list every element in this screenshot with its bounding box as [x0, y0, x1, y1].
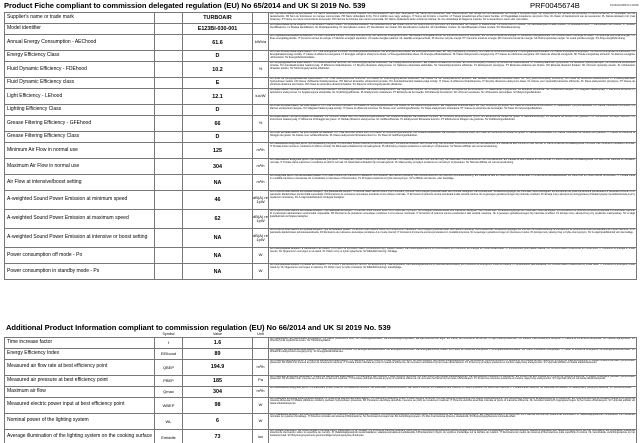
parameter-value: 61.6	[183, 35, 253, 51]
table-row	[5, 78, 637, 89]
parameter-unit: Pa	[253, 375, 269, 386]
parameter-unit: kWh/a	[253, 35, 269, 51]
parameter-unit	[253, 105, 269, 116]
parameter-translations: BG Консумирана мощност в режим на готовност. CS Příkon v pohotovostním režimu. DA Effektforbrug i standbytilstand. DE Leistungsaufnahme im Bereitschaftszustand. ES Consumo de energía en modo de espera. FI Virrankulutus valmiustilassa. FR Consommation d'électricité en mode veille. IT Consumo di energia in modo stand-by. NL Opgenomen vermogen in stand-by. PL Pobór mocy w trybie czuwania. SV Effektförbrukning i standbyläge.	[269, 264, 637, 280]
parameter-symbol	[155, 229, 183, 248]
parameter-unit: dB(A) re 1pW	[253, 229, 269, 248]
parameter-value: 304	[183, 159, 253, 175]
parameter-translations: BG Максимален въздушен дебит. CS Maximální průtok vzduchu. DA Maksimal luftstrøm. DE Maximaler Luftvolumenstrom. EE Suurim õhuvool. ES Caudal de aire máximo. FI Suurin ilmavirta. FR Débit d'air maximal. IT Portata d'aria massima. NL Maximaal luchtdebiet. PL Maksymalny przepływ powietrza. SV Största luftflöde.	[269, 386, 637, 397]
parameter-unit	[253, 51, 269, 62]
parameter-value: 1.6	[183, 337, 253, 348]
parameter-name: Lighting Efficiency Class	[5, 105, 155, 116]
parameter-symbol	[155, 191, 183, 210]
parameter-symbol: Qmax	[155, 386, 183, 397]
parameter-translations: BG Годишна консумация на енергия. CS Roční spotřeba energie. DA Årligt energiforbrug. DE Jährlicher Energieverbrauch. EE Aastane energiatarbimine. EL Ετήσια κατανάλωση ενέργειας. ES Consumo anual de energía. FI Vuotuinen energiankulutus. FR Consommation d'énergie annuelle. HR Godišnja potrošnja energije. HU Éves energiafogyasztás. IT Consumo annuo di energia. LT Metinės energijos sąnaudos. LV Gada enerģijas patēriņš. NL Jaarlijks energieverbruik. PL Roczne zużycie energii. PT Consumo anual de energia. RO Consumul anual de energie. SK Ročná spotreba energie. SL Letna poraba energije. SV Årlig energiförbrukning.	[269, 35, 637, 51]
table-row	[5, 337, 637, 348]
parameter-name: Power consumption in standby mode - Ps	[5, 264, 155, 280]
parameter-symbol: f	[155, 337, 183, 348]
parameter-unit: dB(A) re 1pW	[253, 210, 269, 229]
parameter-symbol	[155, 35, 183, 51]
parameter-unit	[253, 13, 269, 24]
parameter-unit	[253, 24, 269, 35]
parameter-name: Model identifier	[5, 24, 155, 35]
parameter-symbol	[155, 13, 183, 24]
parameter-value: NA	[183, 248, 253, 264]
parameter-unit: m³/h	[253, 143, 269, 159]
parameter-unit: W	[253, 248, 269, 264]
parameter-unit: lux/W	[253, 89, 269, 105]
product-fiche-page	[2, 0, 638, 443]
value-column-header: Value	[213, 332, 222, 337]
parameter-symbol	[155, 248, 183, 264]
table-row	[5, 62, 637, 78]
parameter-symbol	[155, 78, 183, 89]
parameter-symbol: WBEP	[155, 397, 183, 413]
table-row	[5, 24, 637, 35]
unit-column-header: Unit	[257, 332, 264, 337]
parameter-unit	[253, 78, 269, 89]
parameter-value: D	[183, 51, 253, 62]
parameter-translations: BG А-претеглени емисии на шумова мощност при максимална скорост. CS Emise hluku vážené filtrem A při maximální rychlosti. DA A-vægtet lydeffektniveau ved maksimal hastighed. DE A-bewerteter Schallleistungspegel bei maximaler Geschwindigkeit. ES Emisiones de potencia acústica ponderada A a velocidad máxima. FI A-painotettu äänitehotaso suurimmalla nopeudella. FR Émissions de puissance acoustique pondérée A à la vitesse maximale. IT Emissioni di potenza sonora ponderata A alla velocità massima. NL A-gewogen geluidsvermogen bij maximale snelheid. PL Emisja mocy akustycznej przy prędkości maksymalnej. SV A-vägd ljudeffektnivå vid högsta hastighet.	[269, 210, 637, 229]
parameter-value: 89	[183, 348, 253, 359]
parameter-translations: BG А-претеглени емисии на шумова мощност при интензивен режим. CS Emise hluku vážené filtrem A při intenzivním nastavení. DA A-vægtet lydeffektniveau ved intensiv indstilling. DE A-bewerteter Schallleistungspegel bei Intensiv-/Schnelleinstellung. ES Emisiones de potencia acústica ponderada A en modo intensivo. FI A-painotettu äänitehotaso tehostusasetuksella. FR Émissions de puissance acoustique pondérée A en mode intensif. IT Emissioni di potenza sonora ponderata A in modalità intensiva. NL A-gewogen geluidsvermogen in intensieve modus. PL Emisja mocy akustycznej w trybie intensywnym. SV A-vägd ljudeffektnivå vid intensivläge.	[269, 229, 637, 248]
table-row	[5, 89, 637, 105]
parameter-value: E123BI-030-001	[183, 24, 253, 35]
product-code: PRF0045674B	[530, 1, 580, 10]
parameter-unit	[253, 132, 269, 143]
parameter-name: A-weighted Sound Power Emission at maximum speed	[5, 210, 155, 229]
parameter-symbol: Emiddle	[155, 429, 183, 443]
parameter-name: Power consumption off mode - Po	[5, 248, 155, 264]
parameter-unit	[253, 348, 269, 359]
parameter-name: Maximum Air Flow in normal use	[5, 159, 155, 175]
table-row	[5, 248, 637, 264]
table-row	[5, 359, 637, 375]
parameter-translations: BG Измерена входяща електрическа мощност в точката на най-висока ефективност. CS Naměřený elektrický příkon v bodě nejvyšší účinnosti. DA Målt elektrisk effektforbrug ved bedste effektivitetspunkt. DE Gemessene elektrische Eingangsleistung im Bestpunkt. ES Potencia eléctrica de entrada medida en el punto de máxima eficiencia. FI Mitattu sähköinen ottoteho parhaan hyötysuhteen pisteessä. FR Puissance électrique absorbée mesurée au point de rendement maximal. IT Potenza elettrica assorbita misurata al punto di massima efficienza. NL Gemeten elektrisch ingangsvermogen bij het beste efficiëntiepunt. SV Uppmätt eleffekt vid bästa effektivitetspunkt.	[269, 397, 637, 413]
parameter-symbol	[155, 116, 183, 132]
document-title: Product Fiche compliant to commission delegated regulation (EU) No 65/2014 and UK SI 2019 No. 539	[4, 1, 366, 10]
parameter-symbol	[155, 89, 183, 105]
table-row	[5, 397, 637, 413]
parameter-name: Minimum Air Flow in normal use	[5, 143, 155, 159]
parameter-symbol	[155, 175, 183, 191]
parameter-unit: W	[253, 413, 269, 429]
parameter-translations: BG Флуидодинамична ефективност. CS Fluidodynamická účinnost. DA Strømningsdynamisk effektivitet. DE Fluiddynamische Effizienz. EE Vedeliku dünaamiline tõhusus. EL Ρευστοδυναμική απόδοση. ES Eficiencia fluidodinámica. FI Virtausdynaaminen hyötysuhde. FR Efficacité fluidodynamique. HR Dinamička učinkovitost protoka. HU Áramlásdinamikai hatékonyság. IT Efficienza fluidodinamica. LT Skysčių dinaminis efektyvumas. LV Šķidrumu dinamiskā efektivitāte. NL Vloeistofdynamische efficiëntie. PL Efektywność przepływu. PT Eficiência dinâmica dos fluidos. RO Eficiența dinamicii fluidelor. SK Účinnosť dynamiky tekutín. SL Učinkovitost dinamike tekočin. SV Strömningsdynamisk effektivitet.	[269, 62, 637, 78]
table-row	[5, 210, 637, 229]
table-row	[5, 159, 637, 175]
parameter-name: Measured air pressure at best efficiency point	[5, 375, 155, 386]
table-row	[5, 264, 637, 280]
parameter-value: 66	[183, 116, 253, 132]
parameter-name: Measured electric power input at best efficiency point	[5, 397, 155, 413]
parameter-symbol	[155, 132, 183, 143]
parameter-value: 12.1	[183, 89, 253, 105]
parameter-translations: BG Идентификатор на модела. CS Identifikační značka modelu. DA Modelidentifikation. DE Modellkennung. EE Mudeli tunnus. EL Αναγνωριστικό μοντέλου. ES Identificador del modelo. FI Mallitunniste. FR Référence du modèle. HR Identifikacijska oznaka modela. HU Modellazonosító. IT Identificativo del modello. LT Modelio identifikatorius. LV Modeļa identifikators. NL Modelaanduiding. PL Identyfikator modelu. PT Identificador de modelo. RO Identificatorul modelului. SK Identifikátor modelu. SL Identifikacijska oznaka modela. SV Modellbeteckning.	[269, 24, 637, 35]
parameter-value: D	[183, 132, 253, 143]
parameter-translations: BG Клас на флуидодинамична ефективност. CS Třída fluidodynamické účinnosti. DA Klasse for strømningsdynamisk effektivitet. DE Klasse für die fluiddynamische Effizienz. EE Vedeliku dünaamilise tõhususe klass. EL Τάξη ρευστοδυναμικής απόδοσης. ES Clase de eficiencia fluidodinámica. FI Virtausdynaamisen hyötysuhteen luokka. FR Classe d'efficacité fluidodynamique. HR Razred dinamičke učinkovitosti protoka. HU Áramlásdinamikai hatékonysági osztály. IT Classe di efficienza fluidodinamica. LT Skysčių dinaminio efektyvumo klasė. NL Klasse voor vloeistofdynamische efficiëntie. PL Klasa efektywności przepływu. PT Classe de eficiência dinâmica dos fluidos. RO Clasa de eficiență a dinamicii fluidelor. SV Klass för strömningsdynamisk effektivitet.	[269, 78, 637, 89]
table-row	[5, 35, 637, 51]
parameter-value: 185	[183, 375, 253, 386]
table-row	[5, 13, 637, 24]
parameter-translations: BG Търговска марка на доставчика. CS Název dodavatele nebo ochranná známka. DA Leverandørens navn eller varemærke. DE Name des Lieferanten oder Warenzeichen. EE Tarnija nimi või kaubamärk. EL Όνομα ή εμπορικό σήμα του προμηθευτή. ES Nombre del proveedor o marca comercial. FI Toimittajan nimi tai tavaramerkki. FR Nom du fournisseur ou marque commerciale. HR Naziv dobavljača ili žig. HU A szállító neve vagy védjegye. IT Nome del fornitore o marchio. LT Tiekėjo pavadinimas arba prekės ženklas. LV Piegādātāja nosaukums vai preču zīme. NL Naam of handelsmerk van de leverancier. PL Nazwa dostawcy lub znak towarowy. PT Nome ou marca comercial do fornecedor. RO Numele furnizorului sau marca comercială. SK Názov dodávateľa alebo ochranná známka. SL Ime dobavitelja ali blagovna znamka. SV Leverantörens namn eller varumärke.	[269, 13, 637, 24]
parameter-value: TURBOAIR	[183, 13, 253, 24]
parameter-name: Fluid Dynamic Efficiency class	[5, 78, 155, 89]
parameter-symbol	[155, 105, 183, 116]
parameter-name: Annual Energy Consumption - AEChood	[5, 35, 155, 51]
parameter-value: 46	[183, 191, 253, 210]
parameter-value: D	[183, 105, 253, 116]
parameter-symbol	[155, 143, 183, 159]
parameter-translations: BG А-претеглени емисии на шумова мощност при минимална скорост. CS Emise hluku vážené filtrem A při minimální rychlosti. DA A-vægtet lydeffektniveau ved minimal hastighed. DE A-bewerteter Schallleistungspegel bei minimaler Geschwindigkeit. ES Emisiones de potencia acústica ponderada A a velocidad mínima. FI A-painotettu äänitehotaso pienimmällä nopeudella. FR Émissions de puissance acoustique pondérée A à la vitesse minimale. IT Emissioni di potenza sonora ponderata A alla velocità minima. NL A-gewogen geluidsvermogen bij minimale snelheid. PL Emisja mocy akustycznej skorygowanej charakterystyką częstotliwościową A przy prędkości minimalnej. SV A-vägd ljudeffektnivå vid lägsta hastighet.	[269, 191, 637, 210]
document-reference: F01810/2008 D1 09/08	[610, 3, 639, 7]
parameter-symbol	[155, 24, 183, 35]
parameter-translations: BG Измерено въздушно налягане в точката на най-висока ефективност. CS Naměřený tlak vzduchu v bodě nejvyšší účinnosti. DA Målt lufttryk ved bedste effektivitetspunkt. DE Gemessener Luftdruck im Bestpunkt. ES Presión de aire medida en el punto de máxima eficiencia. FI Mitattu ilmanpaine parhaan hyötysuhteen pisteessä. FR Pression d'air mesurée au point de rendement maximal. IT Pressione dell'aria misurata al punto di massima efficienza. NL Gemeten luchtdruk bij het beste efficiëntiepunt. PL Zmierzone ciśnienie powietrza w punkcie najwyższej efektywności. SV Uppmätt lufttryck vid bästa effektivitetspunkt.	[269, 375, 637, 386]
table-row	[5, 105, 637, 116]
table-row	[5, 386, 637, 397]
parameter-name: Average illumination of the lighting system on the cooking surface	[5, 429, 155, 443]
parameter-value: 304	[183, 386, 253, 397]
parameter-name: Supplier's name or trade mark	[5, 13, 155, 24]
parameter-translations: BG Минимален въздушен дебит при нормална употреба. CS Minimální průtok vzduchu při běžném používání. DA Minimal luftstrøm ved normal brug. DE Minimaler Luftvolumenstrom bei Normalbetrieb. ES Caudal de aire mínimo en uso normal. FI Pienin ilmavirta normaalikäytössä. FR Débit d'air minimal en utilisation normale. IT Portata d'aria minima in condizioni di utilizzo normali. NL Minimaal luchtdebiet bij normaal gebruik. PL Minimalny przepływ powietrza w normalnym użytkowaniu. SV Minsta luftflöde vid normal användning.	[269, 143, 637, 159]
parameter-value: 194.9	[183, 359, 253, 375]
additional-info-table	[4, 332, 637, 443]
parameter-value: 6	[183, 413, 253, 429]
parameter-unit: lux	[253, 429, 269, 443]
parameter-name: Measured air flow rate at best efficiency point	[5, 359, 155, 375]
parameter-unit: W	[253, 397, 269, 413]
table-row	[5, 413, 637, 429]
table-row	[5, 191, 637, 210]
product-fiche-table	[4, 12, 637, 280]
parameter-unit: m³/h	[253, 175, 269, 191]
parameter-name: A-weighted Sound Power Emission at minimum speed	[5, 191, 155, 210]
parameter-translations: BG Консумирана мощност в изключено състояние. CS Příkon ve vypnutém stavu. DA Effektforbrug i slukket tilstand. DE Leistungsaufnahme im Aus-Zustand. ES Consumo de energía en modo desactivado. FI Virrankulutus pois päältä -tilassa. FR Consommation d'électricité en mode arrêt. IT Consumo di energia in modo spento. NL Opgenomen vermogen in uit-stand. PL Pobór mocy w trybie wyłączenia. SV Effektförbrukning i frånläge.	[269, 248, 637, 264]
parameter-translations: BG Въздушен дебит при интензивен режим. CS Průtok vzduchu při intenzivním nastavení. DA Luftstrøm ved intensiv indstilling. DE Luftvolumenstrom bei Intensiv-/Schnelleinstellung. ES Caudal de aire en modo intensivo o acelerado. FI Ilmavirta tehostusasetuksella. FR Débit d'air en mode intensif ou accéléré. IT Portata d'aria in modalità intensiva o accelerata. NL Luchtdebiet in intensieve of boostmodus. PL Przepływ powietrza w trybie intensywnym. SV Luftflöde vid intensiv- eller boostläge.	[269, 175, 637, 191]
parameter-translations: BG Индекс на енергийна ефективност. CS Index energetické účinnosti. DA Energieffektivitetsindeks. DE Energieeffizienzindex. EE Energiatõhususe indeks. ES Índice de eficiencia energética. FI Energiatehokkuusindeksi. FR Indice d'efficacité énergétique. IT Indice di efficienza energetica. NL Energie-efficiëntie-index. PL Wskaźnik efektywności energetycznej. SV Energieffektivitetsindex.	[269, 348, 637, 359]
parameter-name: Energy Efficiency Class	[5, 51, 155, 62]
parameter-value: 73	[183, 429, 253, 443]
parameter-translations: BG Номинална мощност на осветителната система. CS Jmenovitý příkon osvětlovací soustavy. DA Belysningssystemets nominelle effekt. DE Nennleistung des Beleuchtungssystems. EE Valgustussüsteemi nimivõimsus. ES Potencia nominal del sistema de iluminación. FI Valaistusjärjestelmän nimellisteho. FR Puissance nominale du système d'éclairage. IT Potenza nominale del sistema di illuminazione. NL Nominaal vermogen van het verlichtingssysteem. PL Moc znamionowa systemu oświetlenia. SV Belysningssystemets nominella effekt.	[269, 413, 637, 429]
parameter-translations: BG Измерен въздушен дебит в точката на най-висока ефективност. CS Naměřený průtok vzduchu v bodě nejvyšší účinnosti. DA Målt luftstrøm ved bedste effektivitetspunkt. DE Gemessener Luftvolumenstrom im Bestpunkt. ES Caudal de aire medido en el punto de máxima eficiencia. FI Mitattu ilmavirta parhaan hyötysuhteen pisteessä. FR Débit d'air mesuré au point de rendement maximal. IT Portata d'aria misurata al punto di massima efficienza. NL Gemeten luchtdebiet bij het beste efficiëntiepunt. PL Zmierzony przepływ powietrza w punkcie najwyższej efektywności. SV Uppmätt luftflöde vid bästa effektivitetspunkt.	[269, 359, 637, 375]
table-row	[5, 429, 637, 443]
parameter-symbol	[155, 264, 183, 280]
table-row	[5, 375, 637, 386]
parameter-name: Fluid Dynamic Efficiency - FDEhood	[5, 62, 155, 78]
parameter-translations: BG Максимален въздушен дебит при нормална употреба. CS Maximální průtok vzduchu při běžném používání. DA Maksimal luftstrøm ved normal brug. DE Maximaler Luftvolumenstrom bei Normalbetrieb. ES Caudal de aire máximo en uso normal. FI Suurin ilmavirta normaalikäytössä. FR Débit d'air maximal en utilisation normale. IT Portata d'aria massima in condizioni di utilizzo normali. NL Maximaal luchtdebiet bij normaal gebruik. PL Maksymalny przepływ powietrza w normalnym użytkowaniu. SV Största luftflöde vid normal användning.	[269, 159, 637, 175]
parameter-value: E	[183, 78, 253, 89]
document-header	[4, 1, 638, 11]
parameter-translations: BG Клас на ефективност на осветлението. CS Třída účinnosti osvětlení. DA Klasse for belysningseffektivitet. DE Klasse für die Beleuchtungseffizienz. EE Valgustuse tõhususe klass. EL Τάξη απόδοσης φωτισμού. ES Clase de eficiencia de iluminación. FI Valaistuksen hyötysuhdeluokka. FR Classe d'efficacité lumineuse. HR Razred učinkovitosti rasvjete. HU Világítási hatékonysági osztály. IT Classe di efficienza luminosa. NL Klasse voor verlichtingsefficiëntie. PL Klasa efektywności oświetlenia. PT Classe de eficiência da iluminação. SV Klass för belysningseffektivitet.	[269, 105, 637, 116]
parameter-name: Air Flow at intensive/boost setting	[5, 175, 155, 191]
parameter-name: Time increase factor	[5, 337, 155, 348]
table-row	[5, 116, 637, 132]
parameter-translations: BG Коефициент на увеличение на времето. CS Faktor prodloužení doby. DA Tidsforøgelsesfaktor. DE Zeitverlängerungsfaktor. EE Aja suurenemise tegur. ES Factor de incremento de tiempo. FI Ajan pidentymiskerroin. FR Facteur d'accroissement temporel. IT Fattore di incremento temporale. NL Tijdsverhogingsfactor. PL Współczynnik wydłużenia czasu. SV Tidsökningsfaktor.	[269, 337, 637, 348]
parameter-unit: %	[253, 116, 269, 132]
parameter-value: 10.2	[183, 62, 253, 78]
parameter-translations: BG Ефективност на филтриране на мазнини. CS Účinnost filtrace tuků. DA Fedtfiltreringseffektivitet. DE Fettabscheidegrad. EE Rasvafiltri tõhusus. EL Απόδοση φιλτραρίσματος λιπών. ES Eficiencia de filtrado de grasa. FI Rasvanerotuskyky. FR Efficacité de filtration des graisses. HR Učinkovitost filtriranja masnoće. HU Zsírszűrési hatékonyság. IT Efficienza di filtraggio dei grassi. LT Riebalų filtravimo efektyvumas. NL Vetfilterefficiëntie. PL Efektywność filtrowania tłuszczu. PT Eficiência de filtragem de gorduras. SV Fettfiltreringseffektivitet.	[269, 116, 637, 132]
symbol-column-header: Symbol	[162, 332, 175, 337]
parameter-unit	[253, 337, 269, 348]
table-row	[5, 143, 637, 159]
parameter-unit: m³/h	[253, 386, 269, 397]
parameter-symbol	[155, 62, 183, 78]
parameter-value: NA	[183, 229, 253, 248]
additional-info-title: Additional Product Information compliant to commission regulation (EU) No 66/2014 and UK SI 2019 No. 539	[6, 323, 391, 332]
parameter-symbol	[155, 159, 183, 175]
table-row	[5, 51, 637, 62]
parameter-symbol: WL	[155, 413, 183, 429]
parameter-symbol: PBEP	[155, 375, 183, 386]
parameter-name: Grease Filtering Efficiency - GFEhood	[5, 116, 155, 132]
parameter-value: NA	[183, 175, 253, 191]
parameter-symbol	[155, 210, 183, 229]
parameter-translations: BG Клас на ефективност на филтриране на мазнини. CS Třída účinnosti filtrace tuků. DA Klasse for fedtfiltreringseffektivitet. DE Fettabscheideklasse. EE Rasvafiltri tõhususe klass. ES Clase de eficiencia de filtrado de grasa. FI Rasvanerotusluokka. FR Classe d'efficacité de filtration des graisses. IT Classe di efficienza di filtraggio dei grassi. NL Klasse voor vetfilterefficiëntie. PL Klasa efektywności filtrowania tłuszczu. SV Klass för fettfiltreringseffektivitet.	[269, 132, 637, 143]
parameter-name: Nominal power of the lighting system	[5, 413, 155, 429]
parameter-name: A-weighted Sound Power Emission at intensive or boost setting	[5, 229, 155, 248]
parameter-translations: BG Средна осветеност на осветителната система върху повърхността за готвене. CS Průměrná intenzita osvětlení varné plochy. DA Belysningssystemets gennemsnitlige belysningsstyrke på kogefladen. DE Durchschnittliche Beleuchtungsstärke des Beleuchtungssystems auf der Kochfläche. ES Iluminación media del sistema de iluminación sobre la superficie de cocción. FI Valaistusjärjestelmän keskimääräinen valaistusvoimakkuus keittotasolla. FR Éclairement moyen du système d'éclairage sur la surface de cuisson. IT Illuminamento medio del sistema di illuminazione sulla superficie di cottura. NL Gemiddelde verlichtingssterkte op het kookoppervlak. SV Belysningssystemets genomsnittliga belysningsstyrka på kokytan.	[269, 429, 637, 443]
parameter-value: 125	[183, 143, 253, 159]
parameter-value: 62	[183, 210, 253, 229]
parameter-unit: m³/h	[253, 359, 269, 375]
parameter-name: Grease Filtering Efficiency Class	[5, 132, 155, 143]
parameter-value: NA	[183, 264, 253, 280]
parameter-symbol: EEIhood	[155, 348, 183, 359]
parameter-unit: W	[253, 264, 269, 280]
parameter-name: Light Efficiency - LEhood	[5, 89, 155, 105]
table-row	[5, 132, 637, 143]
parameter-unit: dB(A) re 1pW	[253, 191, 269, 210]
table-row	[5, 175, 637, 191]
parameter-unit: m³/h	[253, 159, 269, 175]
parameter-name: Maximum air flow	[5, 386, 155, 397]
parameter-value: 98	[183, 397, 253, 413]
parameter-translations: BG Клас на енергийна ефективност. CS Třída energetické účinnosti. DA Energieffektivitetsklasse. DE Energieeffizienzklasse. EE Energiatõhususe klass. EL Τάξη ενεργειακής απόδοσης. ES Clase de eficiencia energética. FI Energiatehokkuusluokka. FR Classe d'efficacité énergétique. HR Razred energetske učinkovitosti. HU Energiahatékonysági osztály. IT Classe di efficienza energetica. LT Energijos vartojimo efektyvumo klasė. LV Energoefektivitātes klase. NL Energie-efficiëntieklasse. PL Klasa efektywności energetycznej. PT Classe de eficiência energética. RO Clasa de eficiență energetică. SK Trieda energetickej účinnosti. SL Razred energijske učinkovitosti. SV Energieffektivitetsklass.	[269, 51, 637, 62]
parameter-name: Energy Efficiency Index	[5, 348, 155, 359]
table-row	[5, 348, 637, 359]
parameter-translations: BG Ефективност на осветлението. CS Účinnost osvětlení. DA Belysningseffektivitet. DE Beleuchtungseffizienz. EE Valgustuse tõhusus. EL Απόδοση φωτισμού. ES Eficiencia de iluminación. FI Valaistuksen hyötysuhde. FR Efficacité lumineuse. HR Učinkovitost rasvjete. HU Világítási hatékonyság. IT Efficienza luminosa. LT Apšvietimo efektyvumas. LV Apgaismojuma efektivitāte. NL Verlichtingsefficiëntie. PL Efektywność oświetlenia. PT Eficiência da iluminação. RO Eficiența iluminatului. SK Účinnosť osvetlenia. SL Učinkovitost razsvetljave. SV Belysningseffektivitet.	[269, 89, 637, 105]
parameter-unit: %	[253, 62, 269, 78]
parameter-symbol: QBEP	[155, 359, 183, 375]
parameter-symbol	[155, 51, 183, 62]
table-row	[5, 229, 637, 248]
